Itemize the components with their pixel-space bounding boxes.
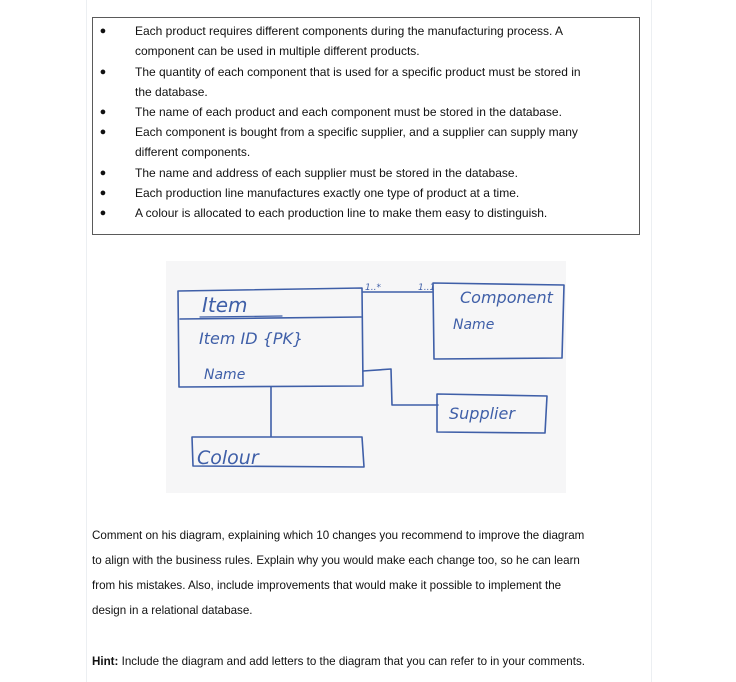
rule-text: Each product requires different components during the manufacturing process. A: [135, 24, 564, 38]
colour-title: Colour: [197, 447, 259, 469]
bullet-icon: ●: [99, 187, 107, 199]
supplier-title: Supplier: [449, 404, 515, 423]
rule-text: A colour is allocated to each production line to make them easy to distinguish.: [135, 206, 548, 220]
rule-text: The quantity of each component that is used for a specific product must be stored in: [135, 65, 581, 79]
bullet-icon: ●: [99, 66, 107, 78]
bullet-icon: ●: [99, 25, 107, 37]
hand-drawn-diagram-photo: [166, 261, 566, 493]
rule-text: component can be used in multiple different products.: [135, 44, 420, 58]
hint-label: Hint:: [92, 655, 119, 668]
rule-text: The name of each product and each component must be stored in the database.: [135, 105, 562, 119]
hint-text: Include the diagram and add letters to the diagram that you can refer to in your comments.: [118, 655, 585, 668]
paragraph-line: from his mistakes. Also, include improvements that would make it possible to implement the: [92, 579, 562, 592]
item-title: Item: [202, 293, 248, 317]
item-attr-id: Item ID {PK}: [199, 329, 304, 348]
rule-text: different components.: [135, 145, 251, 159]
rule-text: Each component is bought from a specific supplier, and a supplier can supply many: [135, 125, 578, 139]
multiplicity-right: 1..1: [418, 283, 436, 293]
bullet-icon: ●: [99, 167, 107, 179]
component-attr-name: Name: [453, 317, 495, 333]
diagram-drawing: [166, 261, 566, 493]
instruction-paragraph: [92, 523, 637, 623]
item-attr-name: Name: [204, 367, 246, 383]
component-title: Component: [460, 288, 553, 307]
item-supplier-line: [363, 369, 438, 405]
business-rules-box: [92, 17, 640, 235]
bullet-icon: ●: [99, 126, 107, 138]
multiplicity-left: 1..*: [365, 283, 381, 293]
rule-text: the database.: [135, 85, 208, 99]
paragraph-line: design in a relational database.: [92, 604, 253, 617]
paragraph-line: Comment on his diagram, explaining which 10 changes you recommend to improve the diagram: [92, 529, 585, 542]
hint-line: [92, 652, 652, 672]
bullet-icon: ●: [99, 207, 107, 219]
rule-text: Each production line manufactures exactly one type of product at a time.: [135, 186, 520, 200]
rule-text: The name and address of each supplier must be stored in the database.: [135, 166, 518, 180]
paragraph-line: to align with the business rules. Explain why you would make each change too, so he can learn: [92, 554, 580, 567]
bullet-icon: ●: [99, 106, 107, 118]
